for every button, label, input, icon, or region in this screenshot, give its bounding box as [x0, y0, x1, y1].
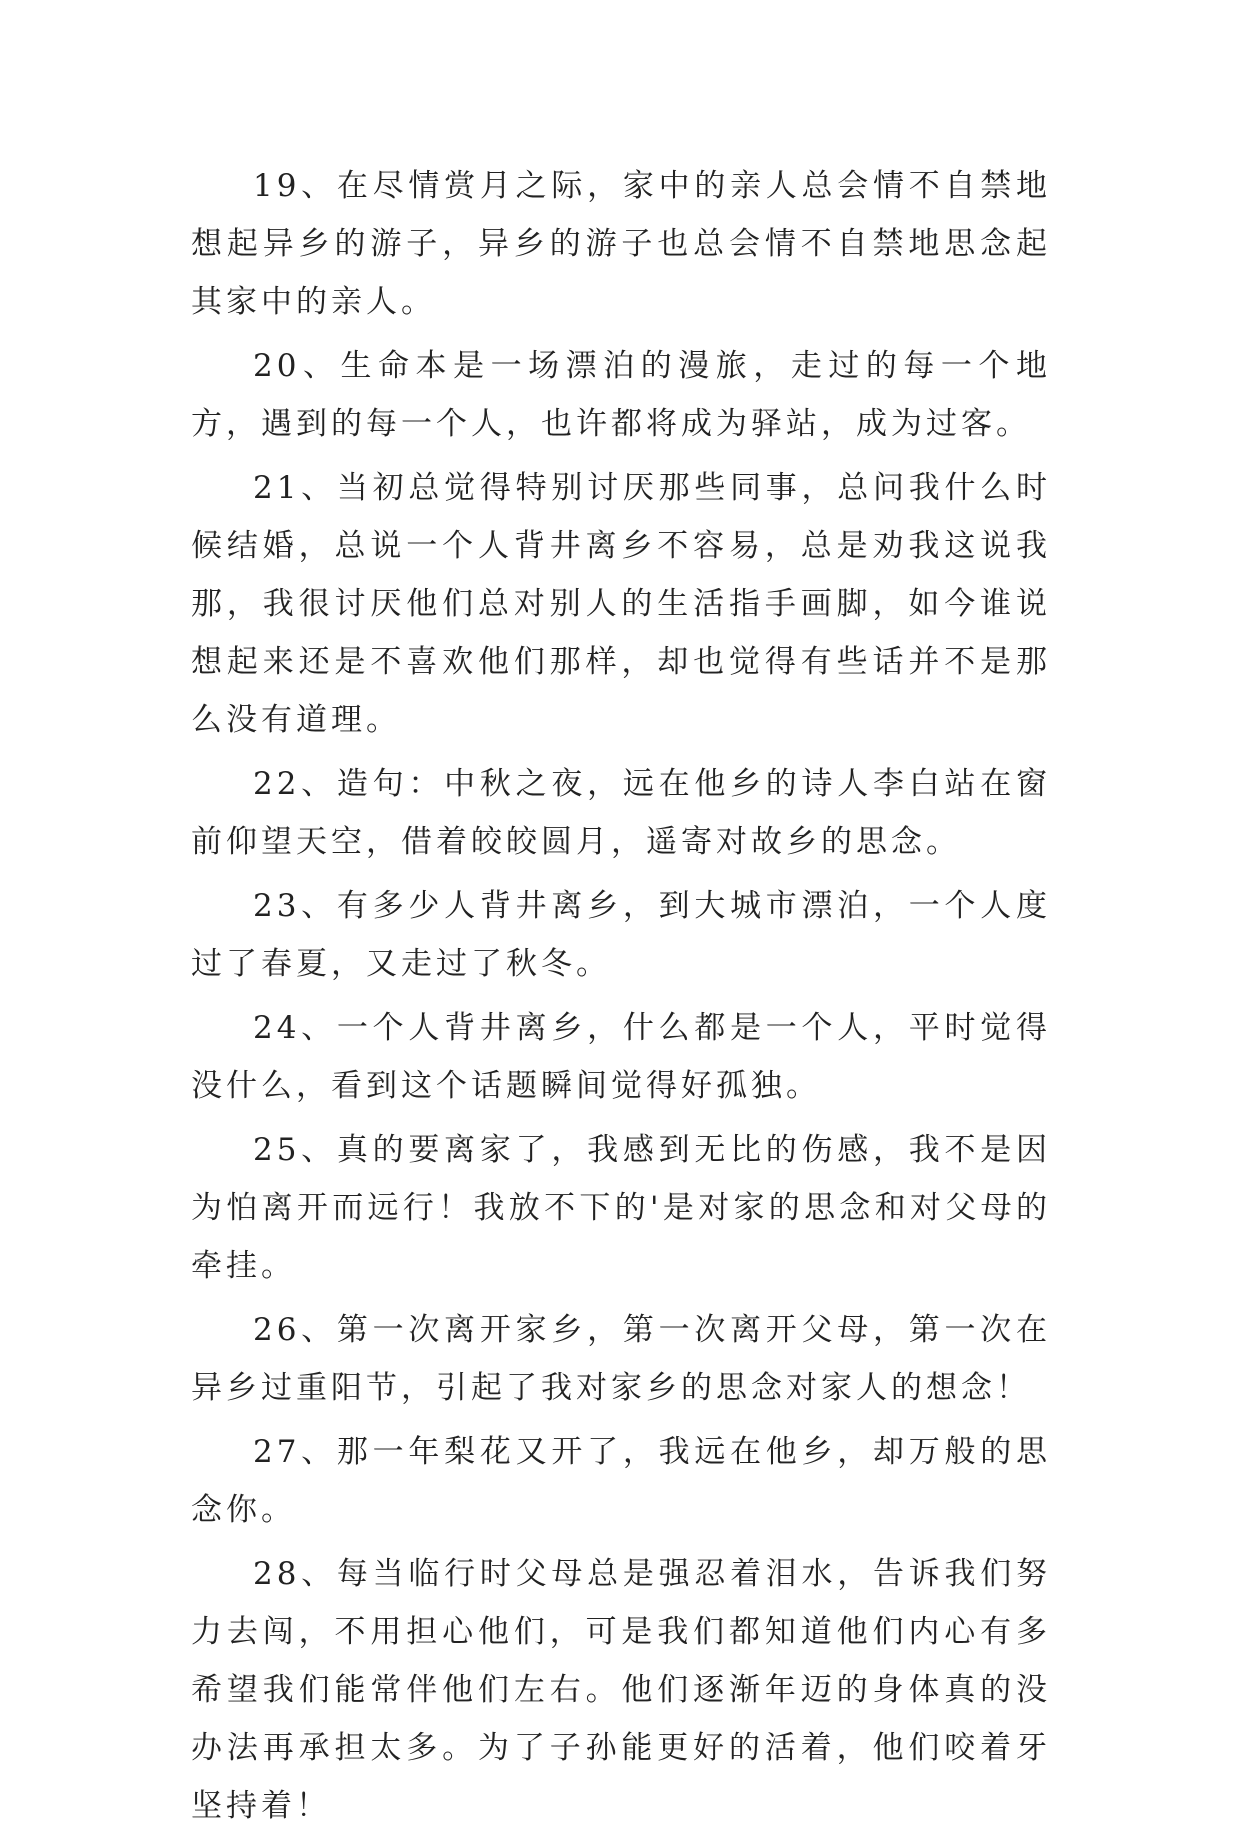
document-body	[191, 157, 1051, 1841]
paragraph-23: 23、有多少人背井离乡，到大城市漂泊，一个人度过了春夏，又走过了秋冬。	[191, 888, 1051, 982]
paragraph-22: 22、造句：中秋之夜，远在他乡的诗人李白站在窗前仰望天空，借着皎皎圆月，遥寄对故乡的思念。	[191, 766, 1051, 860]
paragraph-26: 26、第一次离开家乡，第一次离开父母，第一次在异乡过重阳节，引起了我对家乡的思念对家人的想念！	[191, 1312, 1051, 1406]
paragraph-28: 28、每当临行时父母总是强忍着泪水，告诉我们努力去闯，不用担心他们，可是我们都知道他们内心有多希望我们能常伴他们左右。他们逐渐年迈的身体真的没办法再承担太多。为了子孙能更好的活着，他们咬着牙坚持着！	[191, 1556, 1051, 1824]
paragraph-19: 19、在尽情赏月之际，家中的亲人总会情不自禁地想起异乡的游子，异乡的游子也总会情不自禁地思念起其家中的亲人。	[191, 168, 1051, 320]
paragraph-20: 20、生命本是一场漂泊的漫旅，走过的每一个地方，遇到的每一个人，也许都将成为驿站，成为过客。	[191, 348, 1051, 442]
paragraph-24: 24、一个人背井离乡，什么都是一个人，平时觉得没什么，看到这个话题瞬间觉得好孤独。	[191, 1010, 1051, 1104]
paragraph-25: 25、真的要离家了，我感到无比的伤感，我不是因为怕离开而远行！我放不下的'是对家的思念和对父母的牵挂。	[191, 1132, 1051, 1284]
paragraph-27: 27、那一年梨花又开了，我远在他乡，却万般的思念你。	[191, 1434, 1051, 1528]
paragraph-21: 21、当初总觉得特别讨厌那些同事，总问我什么时候结婚，总说一个人背井离乡不容易，总是劝我这说我那，我很讨厌他们总对别人的生活指手画脚，如今谁说想起来还是不喜欢他们那样，却也觉得有些话并不是那么没有道理。	[191, 470, 1051, 738]
